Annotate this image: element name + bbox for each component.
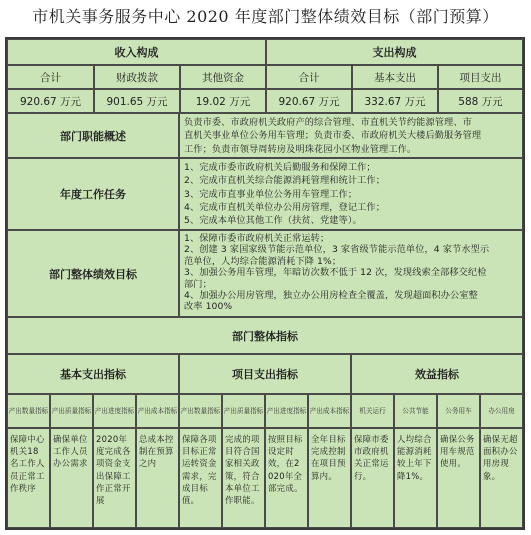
tasks-line: 2、完成市直机关综合能源消耗管理和统计工作； (184, 175, 385, 187)
indicator-name: 产出质量指标 (50, 394, 93, 428)
project-expense-group: 项目支出指标 (179, 354, 351, 394)
indicator-value: 按照目标设定时效，在2020年全部完成。 (265, 428, 308, 528)
expense-total-value: 920.67 万元 (266, 89, 352, 113)
functions-line: 负责市委、市政府机关政府产的综合管理、市直机关节约能源管理、市 (184, 117, 472, 128)
indicator-name: 产出进度指标 (93, 394, 136, 428)
functions-text (179, 113, 523, 158)
goals-line: 3、加强公务用车管理，年暗访次数不低于 12 次，发现线索全部移交纪检 (184, 267, 487, 279)
indicator-name: 公共节能 (394, 394, 437, 428)
indicator-name: 公务用车 (437, 394, 480, 428)
indicator-name: 机关运行 (351, 394, 394, 428)
functions-line: 直机关事业单位公务用车管理；负责市委、市政府机关大楼后勤服务管理 (184, 130, 482, 142)
indicator-name: 产出数量指标 (7, 394, 50, 428)
indicator-value: 人均综合能源消耗较上年下降1%。 (394, 428, 437, 528)
income-fiscal-label: 财政拨款 (94, 65, 180, 89)
basic-expense-group: 基本支出指标 (7, 354, 179, 394)
goals-label: 部门整体绩效目标 (7, 230, 179, 317)
indicators-header: 部门整体指标 (7, 317, 523, 354)
tasks-line: 3、完成市直事业单位公务用车管理工作； (184, 188, 358, 200)
income-other-value: 19.02 万元 (180, 89, 266, 113)
indicator-name: 产出质量指标 (222, 394, 265, 428)
indicator-name: 产出数量指标 (179, 394, 222, 428)
indicator-value: 完成的项目符合国家相关政策，符合本单位工作职能。 (222, 428, 265, 528)
income-total-label: 合计 (7, 65, 94, 89)
expense-basic-label: 基本支出 (352, 65, 438, 89)
income-header: 收入构成 (7, 39, 266, 65)
indicator-name: 产出成本指标 (136, 394, 179, 428)
goals-line: 范单位，人均综合能源消耗下降 1%； (184, 255, 342, 267)
expense-project-value: 588 万元 (438, 89, 523, 113)
expense-basic-value: 332.67 万元 (352, 89, 438, 113)
indicator-name: 产出成本指标 (308, 394, 351, 428)
income-other-label: 其他资金 (180, 65, 266, 89)
tasks-line: 1、完成市委市政府机关后勤服务和保障工作； (184, 162, 376, 173)
tasks-line: 4、完成市直机关单位办公用房管理，登记工作； (184, 201, 385, 213)
functions-label: 部门职能概述 (7, 113, 179, 158)
benefit-group: 效益指标 (351, 354, 523, 394)
indicator-value: 全年目标完成控制在项目预算内。 (308, 428, 351, 528)
goals-line: 部门； (184, 278, 212, 290)
goals-line: 改率 100% (184, 301, 233, 313)
indicator-value: 确保公务用车规范使用。 (437, 428, 480, 528)
goals-text (179, 230, 523, 317)
indicator-value: 确保无超面积办公用房现象。 (480, 428, 523, 528)
functions-line: 工作；负责市领导周转房及明珠花园小区物业管理工作。 (184, 143, 417, 155)
indicator-name: 产出进度指标 (265, 394, 308, 428)
tasks-label: 年度工作任务 (7, 158, 179, 230)
goals-line: 1、保障市委市政府机关正常运转； (184, 233, 330, 244)
tasks-text (179, 158, 523, 230)
expense-project-label: 项目支出 (438, 65, 523, 89)
indicator-value: 保障市委市政府机关正常运行。 (351, 428, 394, 528)
indicator-value: 2020年度完成各项资金支出保障工作正常开展 (93, 428, 136, 528)
expense-total-label: 合计 (266, 65, 352, 89)
income-fiscal-value: 901.65 万元 (94, 89, 180, 113)
indicator-value: 确保单位工作人员办公需求 (50, 428, 93, 528)
tasks-line: 5、完成本单位其他工作（扶贫、党建等）。 (184, 215, 362, 227)
expense-header: 支出构成 (266, 39, 523, 65)
indicator-value: 总成本控制在预算之内 (136, 428, 179, 528)
indicator-value: 保障中心机关18名工作人员正常工作秩序 (7, 428, 50, 528)
goals-line: 4、加强办公用房管理，独立办公用房检查全覆盖，发现超面积办公室整 (184, 290, 478, 302)
performance-table (5, 37, 525, 530)
indicator-value: 保障各项目标正常运转资金需求，完成目标值。 (179, 428, 222, 528)
page-title: 市机关事务服务中心 2020 年度部门整体绩效目标（部门预算） (32, 7, 499, 26)
income-total-value: 920.67 万元 (7, 89, 94, 113)
goals-line: 2、创建 3 家国家级节能示范单位，3 家省级节能示范单位，4 家节水型示 (184, 244, 490, 256)
indicator-name: 办公用房 (480, 394, 523, 428)
